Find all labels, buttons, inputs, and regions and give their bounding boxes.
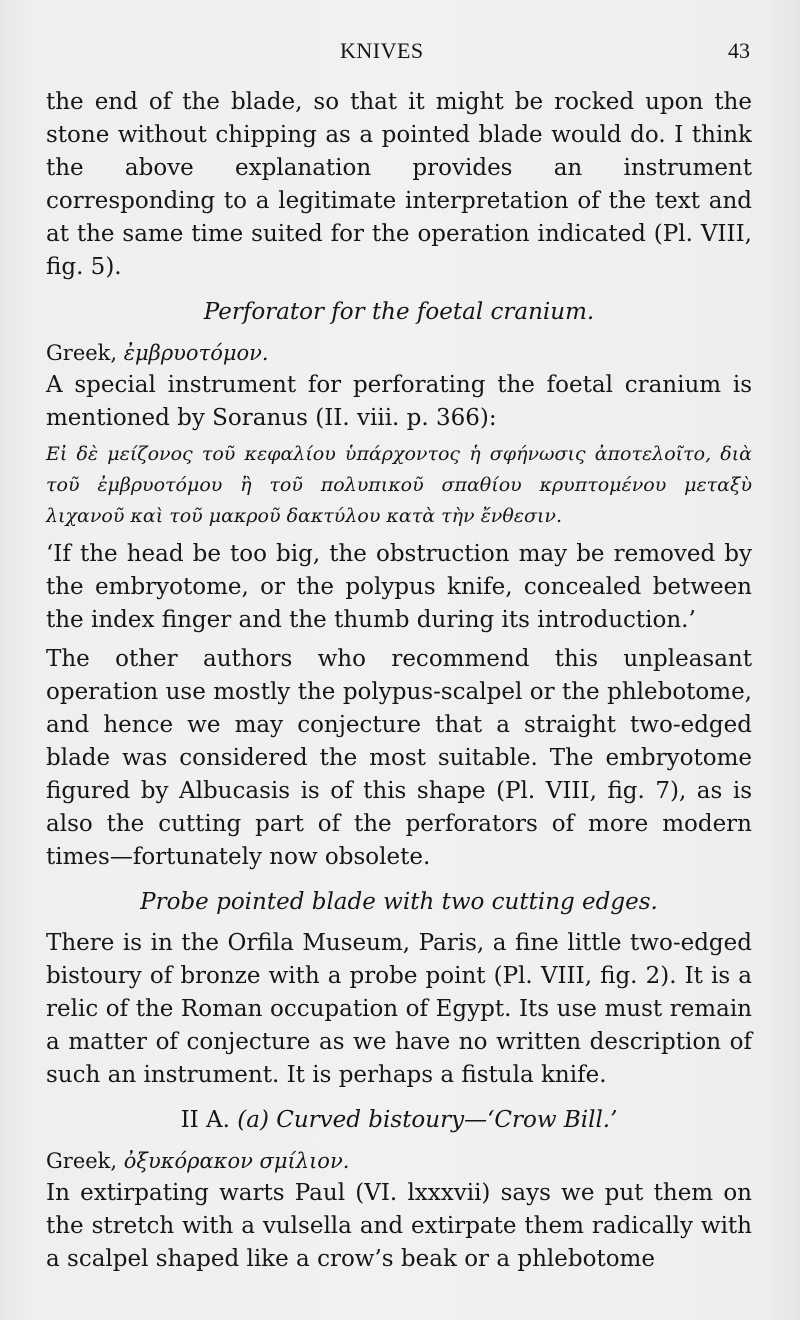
greek-label: Greek, xyxy=(46,1149,118,1173)
paragraph-6: In extirpating warts Paul (VI. lxxxvii) says we put them on the stretch with a vulsella and extirpate them radically with a scalpel shaped like a crow’s beak or a phlebotome xyxy=(46,1180,752,1272)
section-sub-label: (a) xyxy=(237,1107,269,1133)
section-title: Curved bistoury—‘Crow Bill.’ xyxy=(276,1107,618,1133)
paragraph-1: the end of the blade, so that it might be rocked upon the stone without chipping as a pointed blade would do. I think the above explanation provides an instrument corresponding to a legitimate interpretation of the text and at the same time suited for the operation indicated (Pl. VIII, fig. 5). xyxy=(46,89,752,280)
page-number: 43 xyxy=(728,38,750,63)
section-number: II A. xyxy=(180,1107,230,1133)
paragraph-3: ‘If the head be too big, the obstruction may be removed by the embryotome, or the polypus knife, concealed between the index finger and the thumb during its introduction.’ xyxy=(46,541,752,633)
page-header xyxy=(340,38,750,70)
body-text xyxy=(46,86,752,1276)
greek-word: ἐμβρυοτόμον. xyxy=(123,341,269,365)
paragraph-5: There is in the Orfila Museum, Paris, a fine little two-edged bistoury of bronze with a probe point (Pl. VIII, fig. 2). It is a relic of the Roman occupation of Egypt. Its use must remain a matter of conjecture as we have no written description of such an instrument. It is perhaps a fistula knife. xyxy=(46,930,752,1088)
greek-label: Greek, xyxy=(46,341,118,365)
paragraph-2: A special instrument for perforating the foetal cranium is mentioned by Soranus (II. viii. p. 366): xyxy=(46,372,752,431)
running-head: KNIVES xyxy=(340,38,424,63)
section-heading-curved-bistoury xyxy=(46,1104,752,1137)
paragraph-4: The other authors who recommend this unpleasant operation use mostly the polypus-scalpel or the phlebotome, and hence we may conjecture that a straight two-edged blade was considered the most suitable. The embryotome figured by Albucasis is of this shape (Pl. VIII, fig. 7), as is also the cutting part of the perforators of more modern times—fortunately now obsolete. xyxy=(46,646,752,870)
greek-term-1 xyxy=(46,337,752,369)
greek-word: ὀξυκόρακον σμίλιον. xyxy=(123,1149,350,1173)
greek-quotation: Εἰ δὲ μείζονος τοῦ κεφαλίου ὑπάρχοντος ἡ σφήνωσις ἀποτελοῖτο, διὰ τοῦ ἐμβρυοτόμου ἢ τοῦ πολυπικοῦ σπαθίου κρυπτομένου μεταξὺ λιχανοῦ καὶ τοῦ μακροῦ δακτύλου κατὰ τὴν ἔνθεσιν. xyxy=(46,443,752,527)
section-heading-perforator: Perforator for the foetal cranium. xyxy=(203,299,595,325)
greek-term-2 xyxy=(46,1145,752,1177)
section-heading-probe-pointed: Probe pointed blade with two cutting edges. xyxy=(140,889,658,915)
